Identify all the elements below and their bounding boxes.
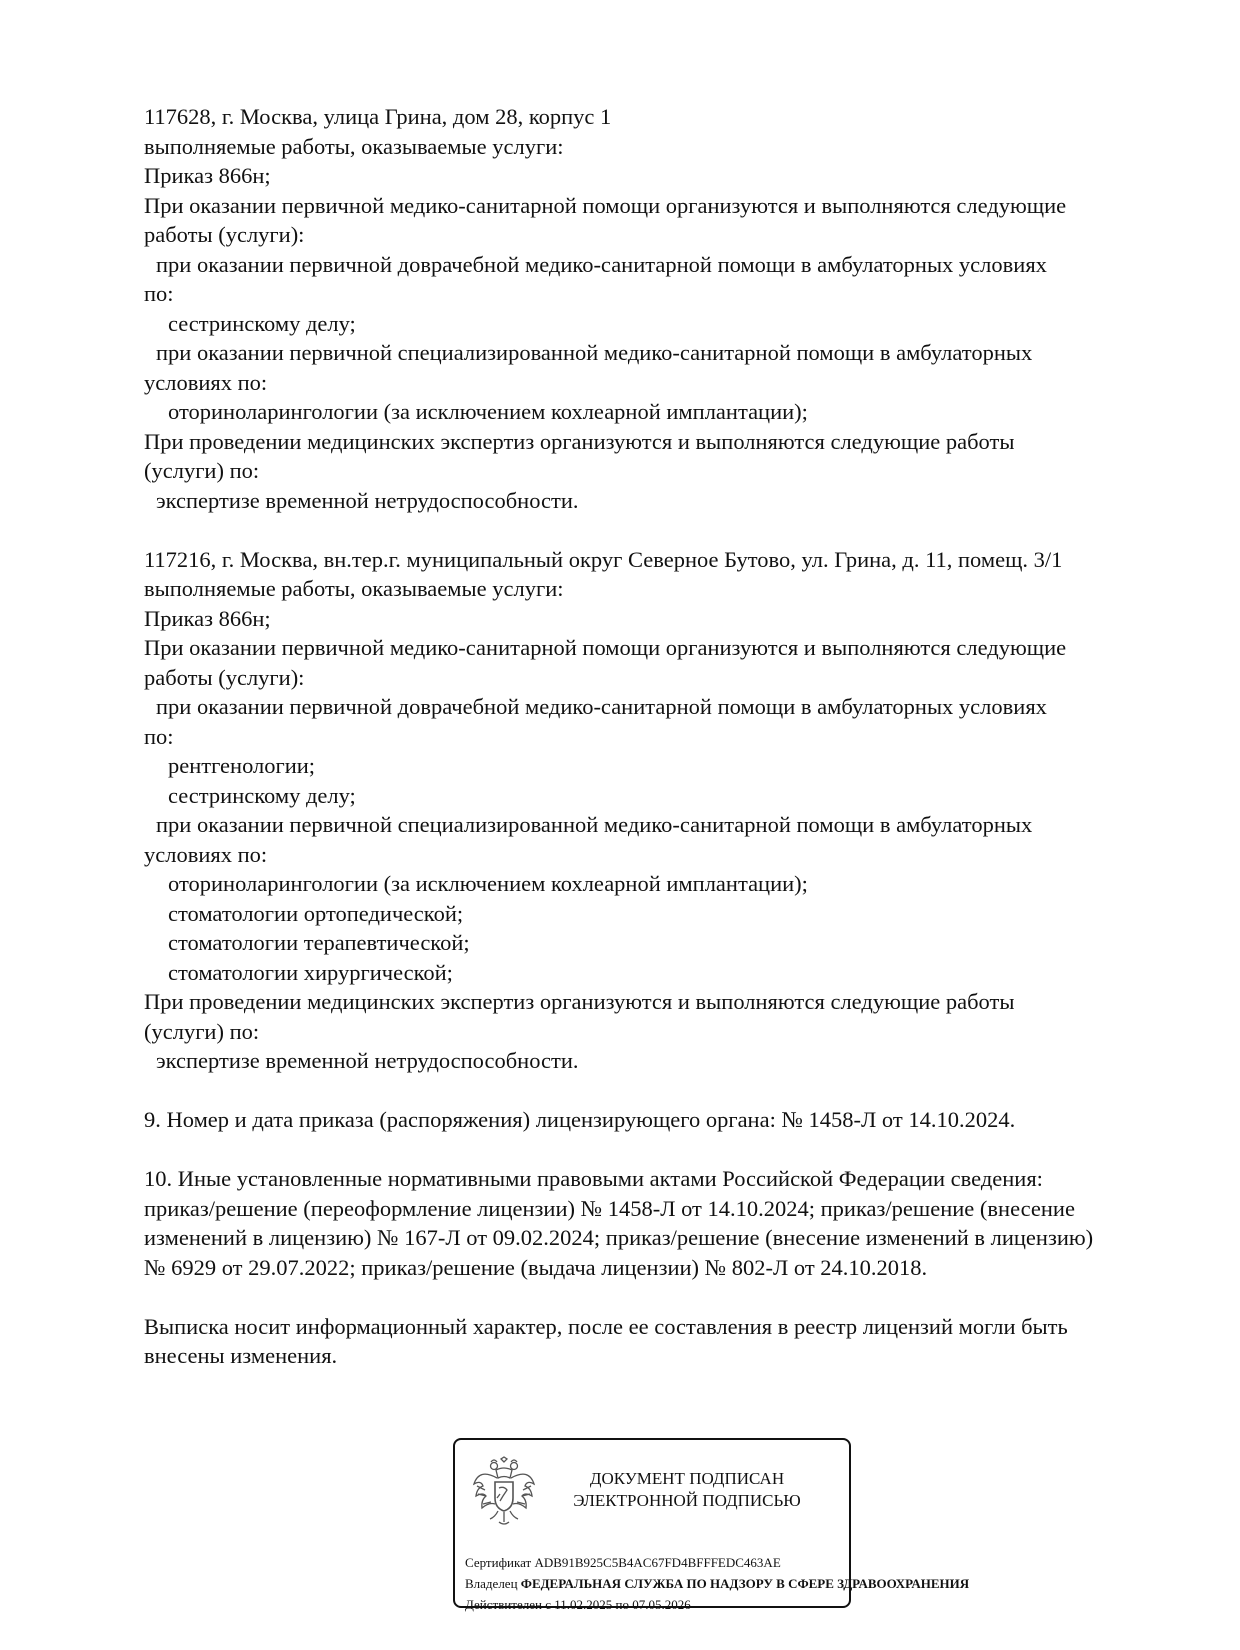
specialized-care-heading: при оказании первичной специализированной медико-санитарной помощи в амбулаторных [156, 812, 1033, 837]
russian-coat-of-arms-icon [471, 1456, 537, 1528]
owner-line [465, 1573, 970, 1594]
certificate-line [465, 1552, 849, 1573]
prehospital-care-heading-cont: по: [144, 281, 174, 306]
disclaimer-line: Выписка носит информационный характер, после ее составления в реестр лицензий могли быть [144, 1313, 1068, 1339]
service-item: оториноларингологии (за исключением кохлеарной имплантации); [168, 871, 808, 896]
license-order-info: 9. Номер и дата приказа (распоряжения) лицензирующего органа: № 1458-Л от 14.10.2024. [144, 1107, 1016, 1132]
primary-care-heading-cont: работы (услуги): [144, 664, 305, 690]
order-reference: Приказ 866н; [144, 605, 271, 631]
expertise-heading-cont: (услуги) по: [144, 458, 260, 483]
address-section-1 [144, 102, 1194, 515]
specialized-care-heading: при оказании первичной специализированной медико-санитарной помощи в амбулаторных [156, 340, 1033, 365]
primary-care-heading-cont: работы (услуги): [144, 222, 305, 247]
address-section-2 [144, 545, 1194, 1076]
additional-info-line: приказ/решение (переоформление лицензии) № 1458-Л от 14.10.2024; приказ/решение (внесение [144, 1195, 1075, 1221]
address-line: 117628, г. Москва, улица Грина, дом 28, корпус 1 [144, 104, 612, 129]
disclaimer-line: внесены изменения. [144, 1343, 338, 1368]
service-item: экспертизе временной нетрудоспособности. [156, 1048, 579, 1073]
validity-period: Действителен с 11.02.2025 по 07.05.2026 [465, 1597, 691, 1612]
stamp-title-line: ЭЛЕКТРОННОЙ ПОДПИСЬЮ [573, 1491, 801, 1510]
prehospital-care-heading: при оказании первичной доврачебной медико-санитарной помощи в амбулаторных условиях [156, 251, 1047, 277]
expertise-heading-cont: (услуги) по: [144, 1018, 260, 1044]
service-item: сестринскому делу; [168, 782, 356, 808]
additional-info-section [144, 1164, 1194, 1282]
works-label: выполняемые работы, оказываемые услуги: [144, 576, 564, 601]
service-item: сестринскому делу; [168, 310, 356, 336]
document-body [144, 102, 1194, 1371]
stamp-title [535, 1468, 839, 1512]
primary-care-heading: При оказании первичной медико-санитарной помощи организуются и выполняются следующие [144, 635, 1067, 660]
certificate-info [465, 1552, 970, 1615]
certificate-label: Сертификат [465, 1555, 532, 1570]
additional-info-line: изменений в лицензию) № 167-Л от 09.02.2024; приказ/решение (внесение изменений в лицензию) [144, 1225, 1094, 1250]
additional-info-line: 10. Иные установленные нормативными правовыми актами Российской Федерации сведения: [144, 1166, 1043, 1191]
expertise-heading: При проведении медицинских экспертиз организуются и выполняются следующие работы [144, 989, 1015, 1014]
specialized-care-heading-cont: условиях по: [144, 841, 268, 867]
service-item: стоматологии хирургической; [168, 959, 453, 985]
prehospital-care-heading: при оказании первичной доврачебной медико-санитарной помощи в амбулаторных условиях [156, 694, 1047, 719]
disclaimer-note [144, 1312, 1194, 1371]
additional-info-line: № 6929 от 29.07.2022; приказ/решение (выдача лицензии) № 802-Л от 24.10.2018. [144, 1254, 928, 1280]
order-reference: Приказ 866н; [144, 163, 271, 188]
specialized-care-heading-cont: условиях по: [144, 369, 268, 395]
service-item: оториноларингологии (за исключением кохлеарной имплантации); [168, 399, 808, 424]
service-item: стоматологии терапевтической; [168, 930, 470, 955]
owner-name: ФЕДЕРАЛЬНАЯ СЛУЖБА ПО НАДЗОРУ В СФЕРЕ ЗДРАВООХРАНЕНИЯ [520, 1576, 970, 1591]
expertise-heading: При проведении медицинских экспертиз организуются и выполняются следующие работы [144, 428, 1015, 454]
works-label: выполняемые работы, оказываемые услуги: [144, 133, 564, 159]
primary-care-heading: При оказании первичной медико-санитарной помощи организуются и выполняются следующие [144, 192, 1067, 218]
service-item: экспертизе временной нетрудоспособности. [156, 487, 579, 513]
service-item: рентгенологии; [168, 753, 316, 778]
stamp-title-line: ДОКУМЕНТ ПОДПИСАН [589, 1469, 785, 1488]
prehospital-care-heading-cont: по: [144, 723, 174, 749]
certificate-serial: ADB91B925C5B4AC67FD4BFFFEDC463AE [534, 1555, 781, 1570]
owner-label: Владелец [465, 1576, 518, 1591]
service-item: стоматологии ортопедической; [168, 900, 464, 926]
address-line: 117216, г. Москва, вн.тер.г. муниципальный округ Северное Бутово, ул. Грина, д. 11, помещ. 3/1 [144, 546, 1063, 572]
electronic-signature-stamp [453, 1438, 970, 1612]
